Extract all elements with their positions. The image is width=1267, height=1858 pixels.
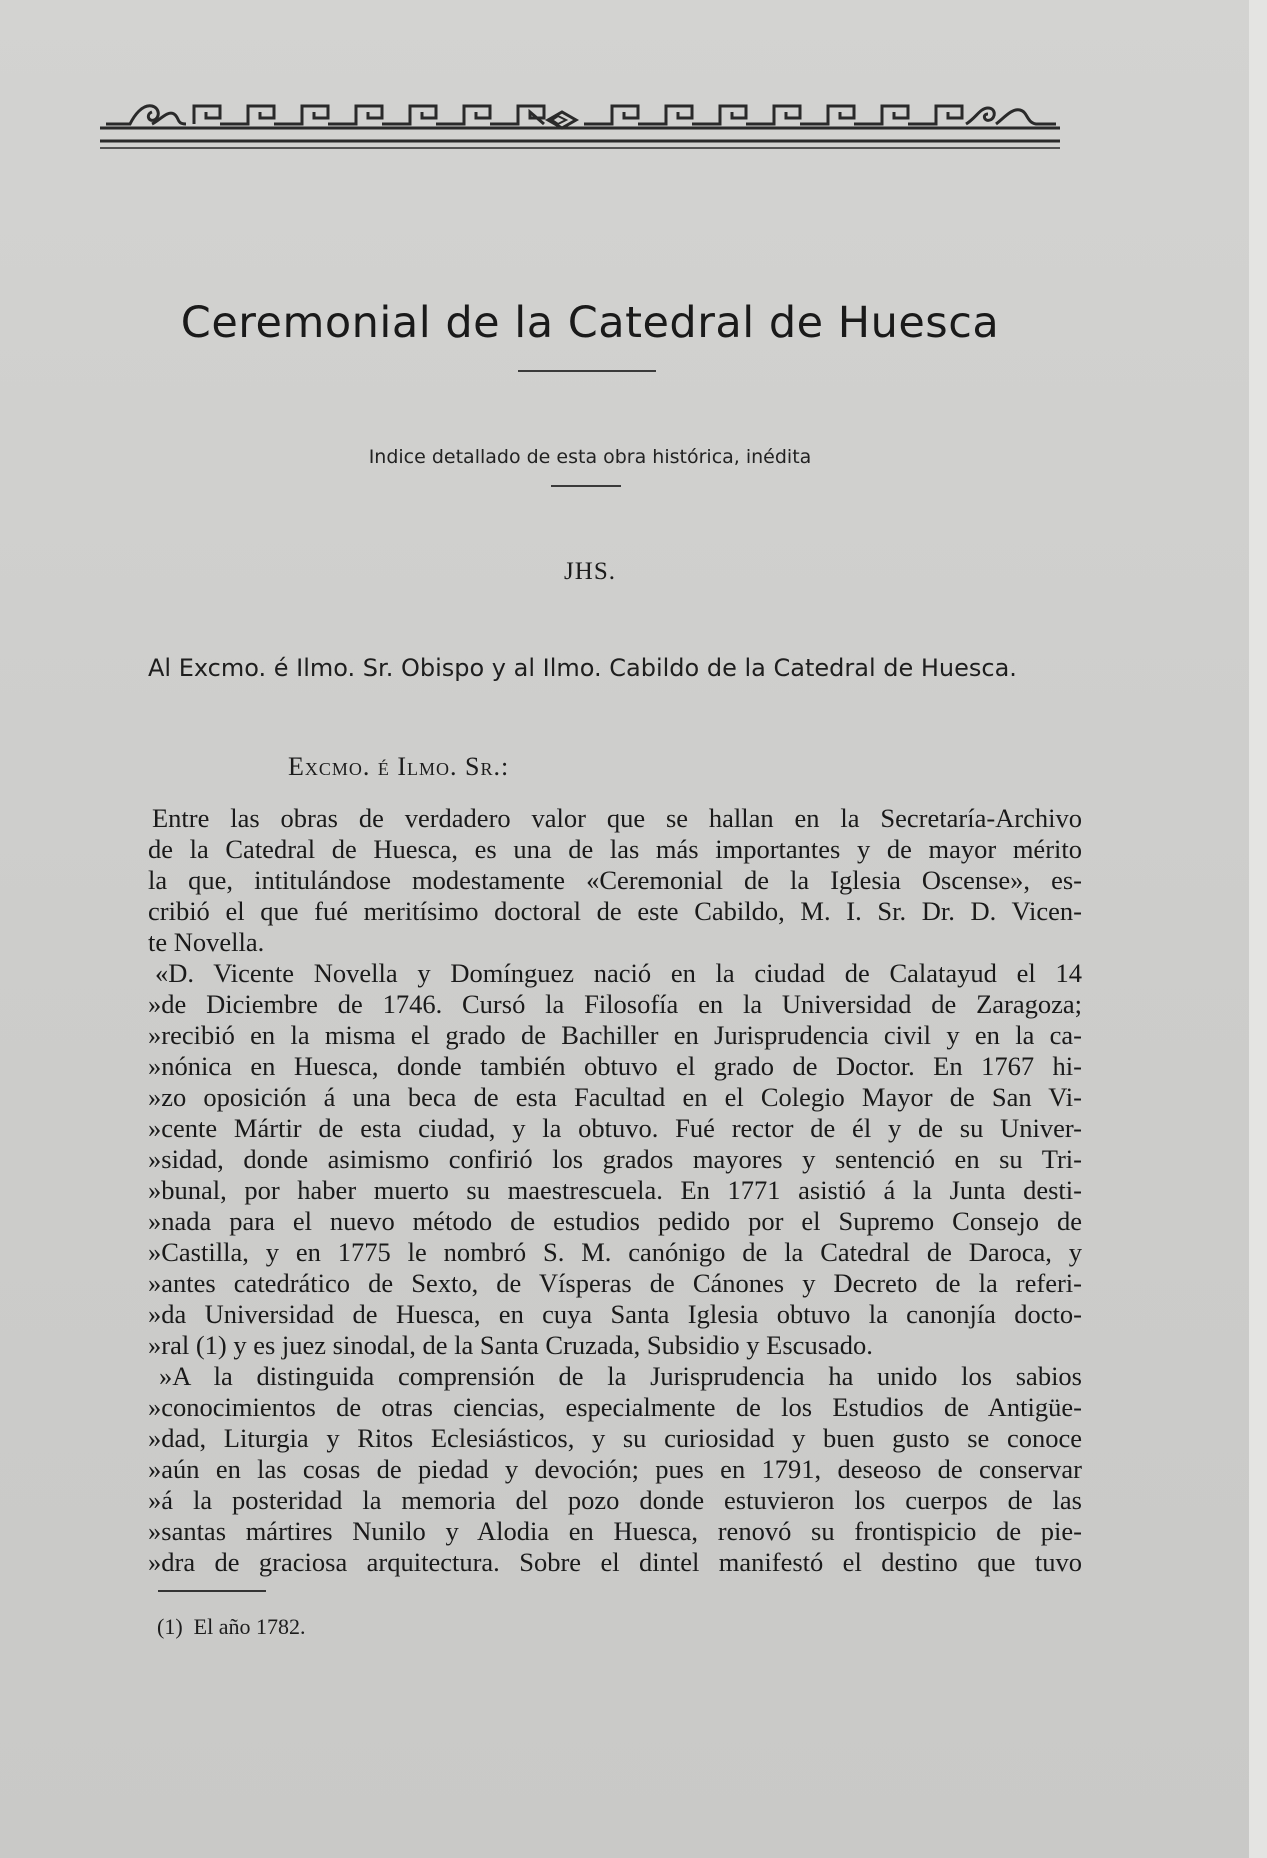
text-line: »dad, Liturgia y Ritos Eclesiásticos, y su curiosidad y buen gusto se conoce (148, 1423, 1082, 1453)
subtitle-divider (551, 485, 621, 487)
subtitle: Indice detallado de esta obra histórica, inédita (368, 446, 812, 468)
text-line: »sidad, donde asimismo confirió los grados mayores y sentenció en su Tri- (148, 1144, 1082, 1174)
text-line: »recibió en la misma el grado de Bachiller en Jurisprudencia civil y en la ca- (148, 1020, 1082, 1050)
text-line: »A la distinguida comprensión de la Jurisprudencia ha unido los sabios (159, 1361, 1082, 1391)
text-line: de la Catedral de Huesca, es una de las más importantes y de mayor mérito (148, 834, 1082, 864)
text-line: «D. Vicente Novella y Domínguez nació en la ciudad de Calatayud el 14 (155, 958, 1082, 988)
salutation: Excmo. é Ilmo. Sr.: (288, 752, 510, 781)
text-line: la que, intitulándose modestamente «Ceremonial de la Iglesia Oscense», es- (148, 865, 1082, 895)
text-line: »zo oposición á una beca de esta Facultad en el Colegio Mayor de San Vi- (148, 1082, 1082, 1112)
page-edge (1249, 0, 1267, 1858)
footnote: (1) El año 1782. (157, 1614, 306, 1639)
text-line: »á la posteridad la memoria del pozo donde estuvieron los cuerpos de las (148, 1485, 1082, 1515)
text-line: »Castilla, y en 1775 le nombró S. M. canónigo de la Catedral de Daroca, y (148, 1237, 1082, 1267)
text-line: »antes catedrático de Sexto, de Vísperas de Cánones y Decreto de la referi- (148, 1268, 1082, 1298)
title-divider (518, 370, 656, 372)
text-line: cribió el que fué meritísimo doctoral de este Cabildo, M. I. Sr. Dr. D. Vicen- (148, 896, 1082, 926)
text-line: Entre las obras de verdadero valor que se hallan en la Secretaría-Archivo (152, 803, 1082, 833)
text-line: »cente Mártir de esta ciudad, y la obtuvo. Fué rector de él y de su Univer- (148, 1113, 1082, 1143)
ornamental-header-border (100, 80, 1060, 156)
dedication: Al Excmo. é Ilmo. Sr. Obispo y al Ilmo. Cabildo de la Catedral de Huesca. (148, 654, 1017, 682)
text-line: »santas mártires Nunilo y Alodia en Huesca, renovó su frontispicio de pie- (148, 1516, 1082, 1546)
text-line: »nada para el nuevo método de estudios pedido por el Supremo Consejo de (148, 1206, 1082, 1236)
text-line: »nónica en Huesca, donde también obtuvo el grado de Doctor. En 1767 hi- (148, 1051, 1082, 1081)
body-text (148, 803, 1082, 1578)
text-line: »de Diciembre de 1746. Cursó la Filosofía en la Universidad de Zaragoza; (148, 989, 1082, 1019)
text-line: »aún en las cosas de piedad y devoción; pues en 1791, deseoso de conservar (148, 1454, 1082, 1484)
text-line: te Novella. (148, 927, 265, 957)
footnote-divider (158, 1590, 266, 1592)
text-line: »bunal, por haber muerto su maestrescuela. En 1771 asistió á la Junta desti- (148, 1175, 1082, 1205)
text-line: »ral (1) y es juez sinodal, de la Santa Cruzada, Subsidio y Escusado. (148, 1330, 873, 1360)
page-title: Ceremonial de la Catedral de Huesca (180, 298, 1000, 348)
text-line: »conocimientos de otras ciencias, especialmente de los Estudios de Antigüe- (148, 1392, 1082, 1422)
monogram-jhs: JHS. (564, 558, 616, 585)
text-line: »da Universidad de Huesca, en cuya Santa Iglesia obtuvo la canonjía docto- (148, 1299, 1082, 1329)
text-line: »dra de graciosa arquitectura. Sobre el dintel manifestó el destino que tuvo (148, 1547, 1082, 1577)
